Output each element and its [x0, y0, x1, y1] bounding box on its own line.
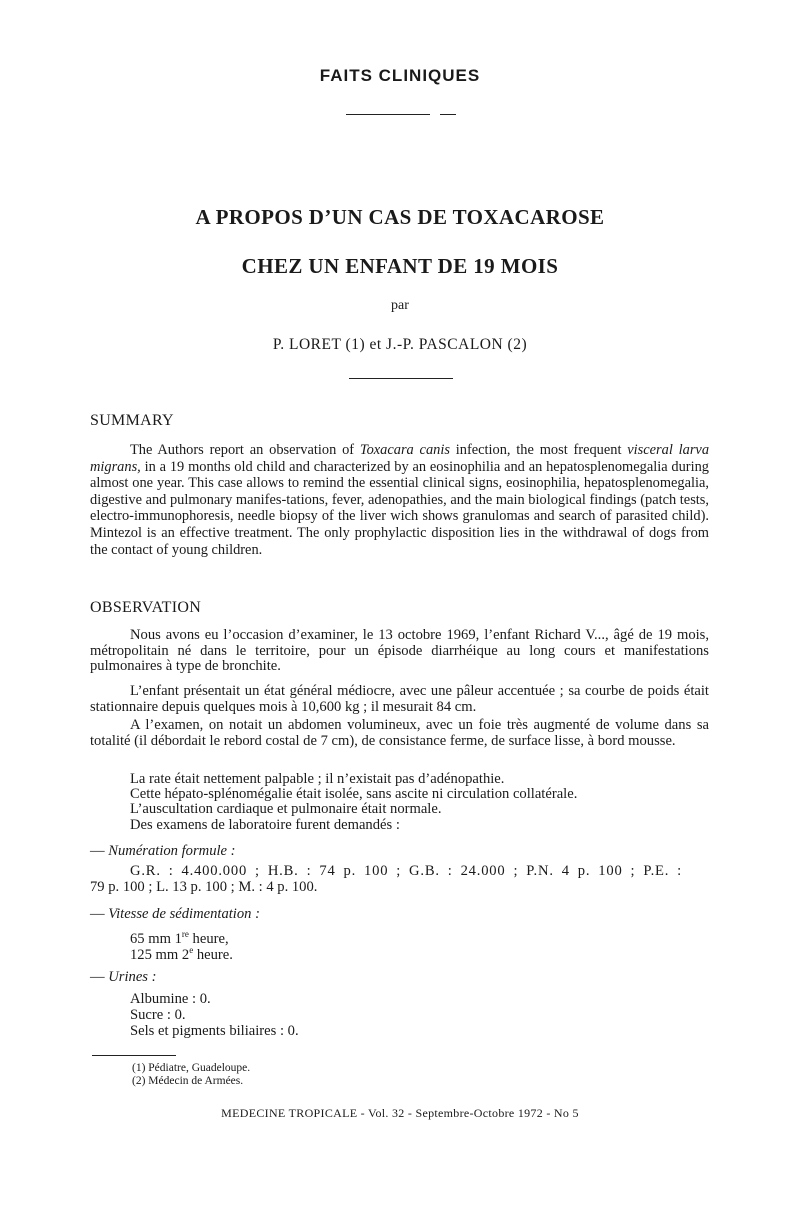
urines-heading: — Urines :	[90, 969, 157, 985]
observation-line-examens: Des examens de laboratoire furent demandés :	[130, 817, 400, 833]
vitesse-line-1: 65 mm 1re heure,	[130, 929, 229, 947]
summary-paragraph: The Authors report an observation of Toxacara canis infection, the most frequent visceral larva migrans, in a 19 months old child and characterized by an eosinophilia and an hepatosplenomegalia during almost one year. This case allows to remind the essential clinical signs, eosinophilia, hepatosplenomegalia, digestive and pulmonary manifes-tations, fever, adenopathies, and the main biological findings (patch tests, electro-immunophoresis, needle biopsy of the liver wich shows granulomas and search of parasited child). Mintezol is an effective treatment. The only prophylactic disposition lies in the withdrawal of dogs from the contact of young children.	[90, 442, 710, 558]
numeration-heading: — Numération formule :	[90, 843, 236, 859]
footnote-1: (1) Pédiatre, Guadeloupe.	[132, 1062, 251, 1074]
species-name: Toxacara canis	[359, 442, 450, 458]
observation-heading: OBSERVATION	[90, 599, 202, 616]
urines-line-albumine: Albumine : 0.	[130, 991, 211, 1007]
byline-par: par	[391, 298, 409, 313]
numeration-line-1: G.R. : 4.400.000 ; H.B. : 74 p. 100 ; G.B. : 24.000 ; P.N. 4 p. 100 ; P.E. :	[130, 863, 683, 879]
section-rule	[346, 114, 430, 115]
article-title-line-2: CHEZ UN ENFANT DE 19 MOIS	[241, 254, 559, 278]
authors: P. LORET (1) et J.-P. PASCALON (2)	[272, 336, 528, 353]
observation-paragraph-2: L’enfant présentait un état général médiocre, avec une pâleur accentuée ; sa courbe de poids était stationnaire depuis quelques mois à 10,600 kg ; il mesurait 84 cm.	[90, 683, 709, 715]
observation-paragraph-3: A l’examen, on notait un abdomen volumineux, avec un foie très augmenté de volume dans sa totalité (il débordait le rebord costal de 7 cm), de consistance ferme, de surface lisse, à bord mousse.	[90, 717, 709, 749]
article-title-line-1: A PROPOS D’UN CAS DE TOXACAROSE	[195, 205, 605, 229]
observation-line-auscultation: L’auscultation cardiaque et pulmonaire était normale.	[130, 801, 442, 817]
section-label: FAITS CLINIQUES	[319, 66, 481, 85]
title-rule	[349, 378, 453, 379]
observation-line-hepato: Cette hépato-splénomégalie était isolée, sans ascite ni circulation collatérale.	[130, 786, 578, 802]
observation-line-rate: La rate était nettement palpable ; il n’existait pas d’adénopathie.	[130, 771, 505, 787]
disease-name: visceral larva migrans,	[90, 442, 710, 475]
urines-line-sels: Sels et pigments biliaires : 0.	[130, 1023, 299, 1039]
footnote-rule	[92, 1055, 176, 1056]
vitesse-heading: — Vitesse de sédimentation :	[90, 906, 260, 922]
journal-footer: MEDECINE TROPICALE - Vol. 32 - Septembre-Octobre 1972 - No 5	[221, 1106, 579, 1120]
observation-paragraph-1: Nous avons eu l’occasion d’examiner, le 13 octobre 1969, l’enfant Richard V..., âgé de 19 mois, métropolitain né dans le territoire, pour un épisode diarrhéique au long cours et manifestations pulmonaires à type de bronchite.	[90, 627, 709, 675]
footnote-2: (2) Médecin de Armées.	[132, 1075, 244, 1087]
section-rule-dash	[440, 114, 456, 115]
summary-heading: SUMMARY	[90, 412, 174, 429]
urines-line-sucre: Sucre : 0.	[130, 1007, 186, 1023]
numeration-line-2: 79 p. 100 ; L. 13 p. 100 ; M. : 4 p. 100.	[90, 879, 318, 895]
vitesse-line-2: 125 mm 2e heure.	[130, 945, 233, 963]
